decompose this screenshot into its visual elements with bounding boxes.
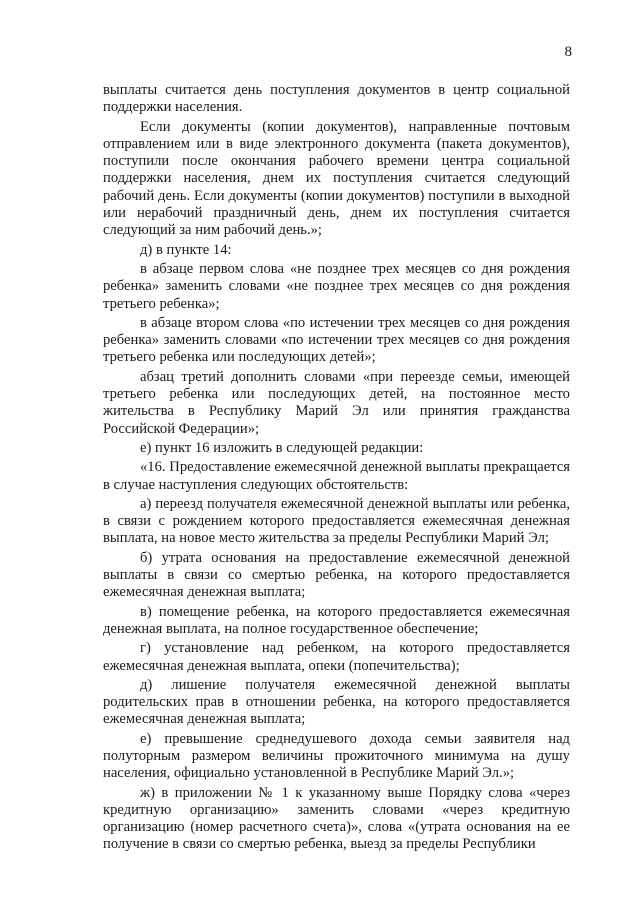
paragraph-subitem-d: д) лишение получателя ежемесячной денежной выплаты родительских прав в отношении ребенка, на которого предоставляется ежемесячная денежная выплата; (103, 676, 570, 728)
paragraph-item-e-header: е) пункт 16 изложить в следующей редакции: (140, 439, 424, 456)
page-number: 8 (564, 44, 572, 60)
paragraph-subitem-a: а) переезд получателя ежемесячной денежной выплаты или ребенка, в связи с рождением которого предоставляется ежемесячная денежная выплата, на новое место жительства за пределы Республики Марий Эл; (103, 495, 570, 547)
paragraph-subitem-v: в) помещение ребенка, на которого предоставляется ежемесячная денежная выплата, на полное государственное обеспечение; (103, 603, 570, 637)
document-body (103, 82, 570, 854)
paragraph-subitem-e: е) превышение среднедушевого дохода семьи заявителя над полуторным размером величины прожиточного минимума на душу населения, официально установленной в Республике Марий Эл.»; (103, 730, 570, 782)
paragraph-item-d-header: д) в пункте 14: (140, 241, 232, 258)
paragraph-abzac-first: в абзаце первом слова «не позднее трех месяцев со дня рождения ребенка» заменить словами «не позднее трех месяцев со дня рождения третьего ребенка»; (103, 260, 570, 312)
paragraph-abzac-second: в абзаце втором слова «по истечении трех месяцев со дня рождения ребенка» заменить словами «по истечении трех месяцев со дня рождения третьего ребенка или последующих детей»; (103, 314, 570, 366)
paragraph-documents-received: Если документы (копии документов), направленные почтовым отправлением или в виде электронного документа (пакета документов), поступили после окончания рабочего времени центра социальной поддержки населения, днем их поступления считается следующий рабочий день. Если документы (копии документов) поступили в выходной или нерабочий праздничный день, днем их поступления считается следующий за ним рабочий день.»; (103, 118, 570, 239)
paragraph-subitem-g: г) установление над ребенком, на которого предоставляется ежемесячная денежная выплата, опеки (попечительства); (103, 640, 570, 674)
paragraph-item-zh: ж) в приложении № 1 к указанному выше Порядку слова «через кредитную организацию» заменить словами «через кредитную организацию (номер расчетного счета)», слова «(утрата основания на ее получение в связи со смертью ребенка, выезд за пределы Республики (103, 784, 570, 853)
paragraph-continuation: выплаты считается день поступления документов в центр социальной поддержки населения. (103, 82, 570, 116)
paragraph-abzac-third: абзац третий дополнить словами «при переезде семьи, имеющей третьего ребенка или последующих детей, на постоянное место жительства в Республику Марий Эл или принятия гражданства Российской Федерации»; (103, 368, 570, 437)
paragraph-point-16: «16. Предоставление ежемесячной денежной выплаты прекращается в случае наступления следующих обстоятельств: (103, 459, 570, 493)
paragraph-subitem-b: б) утрата основания на предоставление ежемесячной денежной выплаты в связи со смертью ребенка, на которого предоставляется ежемесячная денежная выплата; (103, 549, 570, 601)
